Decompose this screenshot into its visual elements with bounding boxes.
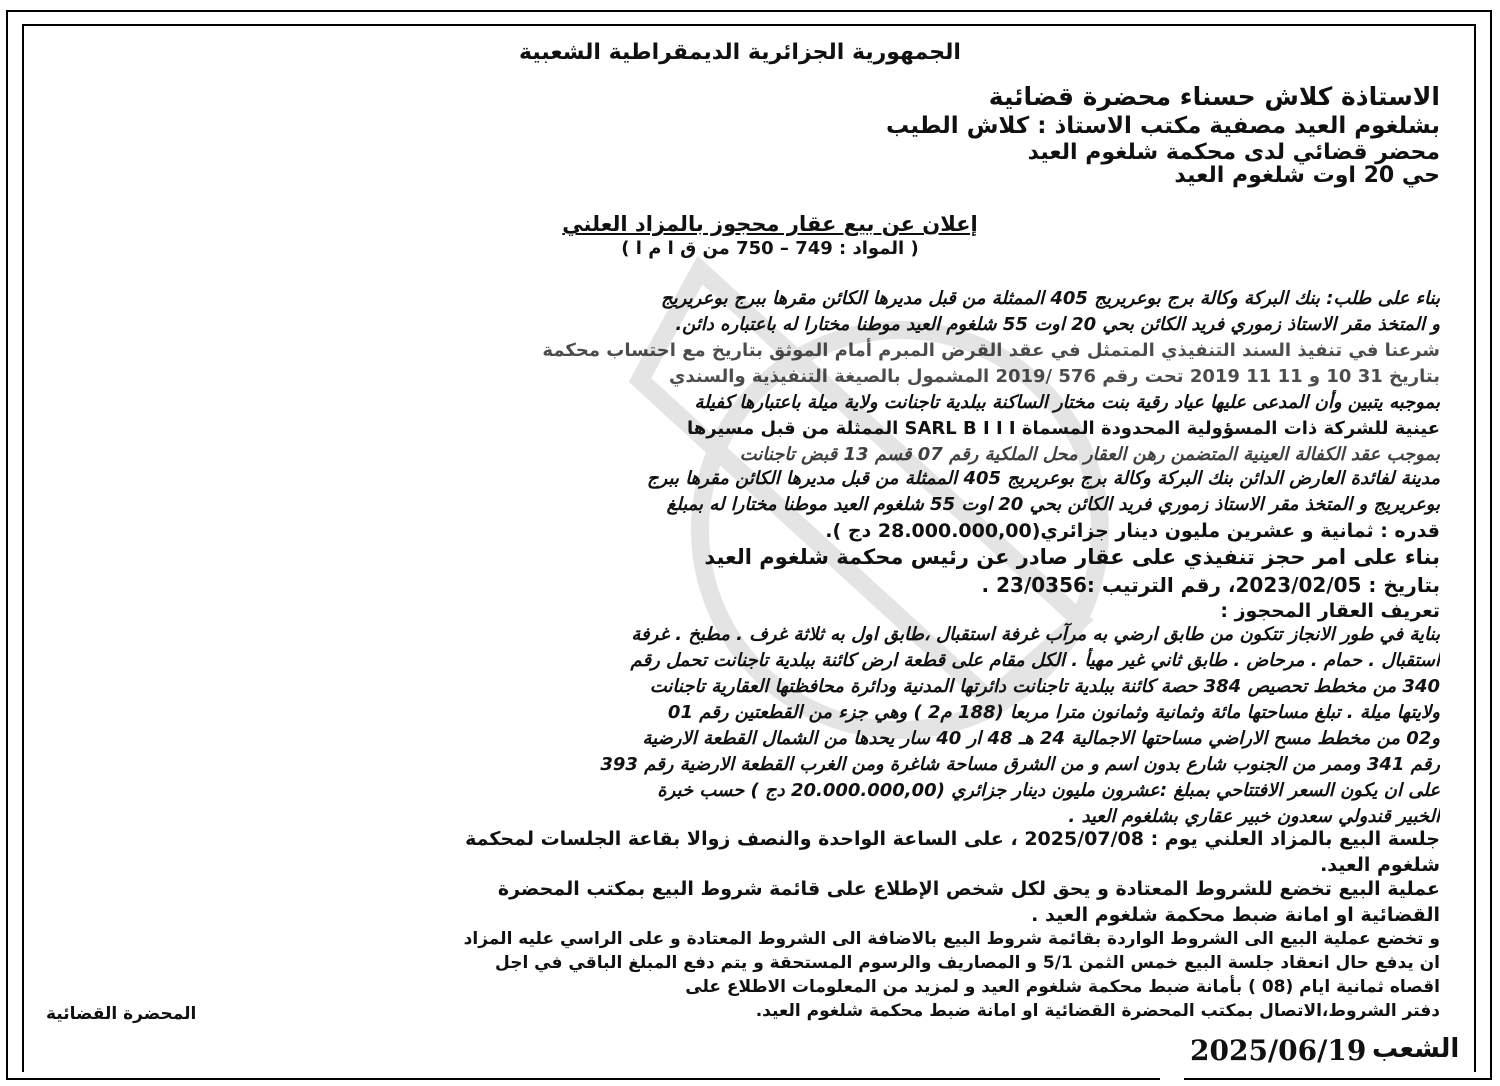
republic-header: الجمهورية الجزائرية الديمقراطية الشعبية bbox=[519, 40, 961, 65]
body-line: عينية للشركة ذات المسؤولية المحدودة المسماة SARL B I I I الممثلة من قبل مسيرها bbox=[687, 418, 1440, 439]
body-line: ان يدفع حال انعقاد جلسة البيع خمس الثمن 5/1 و المصاريف والرسوم المستحقة و يتم دفع المبلغ الباقي في اجل bbox=[495, 953, 1440, 973]
district: حي 20 اوت شلغوم العيد bbox=[1174, 163, 1440, 188]
body-line: القضائية او امانة ضبط محكمة شلغوم العيد . bbox=[1031, 904, 1440, 926]
body-line: 340 من مخطط تحصيص 384 حصة كائنة ببلدية تاجنانت دائرتها المدنية ودائرة محافظتها العقارية تاجنانت bbox=[649, 676, 1440, 697]
body-line: شلغوم العيد. bbox=[1320, 854, 1440, 876]
body-line: على ان يكون السعر الافتتاحي بمبلغ :عشرون مليون دينار جزائري (20.000.000,00 دج ) حسب خبرة bbox=[657, 780, 1440, 801]
court-name: محضر قضائي لدى محكمة شلغوم العيد bbox=[1027, 140, 1440, 165]
body-line: بناء على امر حجز تنفيذي على عقار صادر عن رئيس محكمة شلغوم العيد bbox=[704, 545, 1440, 569]
body-line: بناء على طلب: بنك البركة وكالة برج بوعريريج 405 الممثلة من قبل مديرها الكائن مقرها ببرج بوعريريج bbox=[661, 288, 1440, 309]
body-line: بموجب عقد الكفالة العينية المتضمن رهن العقار محل الملكية رقم 07 قسم 13 قبض تاجنانت bbox=[739, 444, 1440, 465]
body-line: قدره : ثمانية و عشرين مليون دينار جزائري(28.000.000,00 دج ). bbox=[825, 520, 1440, 542]
body-line: بناية في طور الانجاز تتكون من طابق ارضي به مرآب غرفة استقبال ،طابق اول به ثلاثة غرف . مطبخ . غرفة bbox=[631, 624, 1440, 645]
body-line: و المتخذ مقر الاستاذ زموري فريد الكائن بحي 20 اوت 55 شلغوم العيد موطنا مختارا له باعتباره دائن. bbox=[675, 314, 1440, 335]
body-line: ولايتها ميلة . تبلغ مساحتها مائة وثمانية وثمانون مترا مربعا (188 م2 ) وهي جزء من القطعتين رقم 01 bbox=[667, 702, 1440, 723]
body-line: عملية البيع تخضع للشروط المعتادة و يحق لكل شخص الإطلاع على قائمة شروط البيع بمكتب المحضرة bbox=[497, 878, 1440, 900]
body-line: بتاريخ : 2023/02/05، رقم الترتيب :23/0356 . bbox=[981, 573, 1440, 597]
body-line: و02 من مخطط مسح الاراضي مساحتها الاجمالية 24 هـ 48 ار 40 سار يحدها من الشمال القطعة الارضية bbox=[642, 728, 1440, 749]
signature: المحضرة القضائية bbox=[46, 1004, 197, 1024]
body-line: استقبال . حمام . مرحاض . طابق ثاني غير مهيأ . الكل مقام على قطعة ارض كائنة ببلدية تاجنانت تحمل رقم bbox=[630, 650, 1440, 671]
announcement-title: إعلان عن بيع عقار محجوز بالمزاد العلني bbox=[562, 212, 978, 236]
body-line: جلسة البيع بالمزاد العلني يوم : 2025/07/08 ، على الساعة الواحدة والنصف زوالا بقاعة الجلسات لمحكمة bbox=[465, 828, 1440, 850]
legal-articles: ( المواد : 749 – 750 من ق ا م ا ) bbox=[621, 238, 919, 259]
body-line: الخبير قندولي سعدون خبير عقاري بشلغوم العيد . bbox=[1068, 806, 1440, 827]
body-line: بتاريخ 31 10 و 11 11 2019 تحت رقم 576 /2019 المشمول بالصيغة التنفيذية والسندي bbox=[668, 366, 1440, 387]
publication-date: 2025/06/19 bbox=[1190, 1034, 1367, 1067]
body-line: بوعريريج و المتخذ مقر الاستاذ زموري فريد الكائن بحي 20 اوت 55 شلغوم العيد موطنا مختارا له بمبلغ bbox=[666, 494, 1440, 515]
body-line: رقم 341 وممر من الجنوب شارع بدون اسم و من الشرق مساحة شاغرة ومن الغرب القطعة الارضية رقم 393 bbox=[600, 754, 1440, 775]
body-line: شرعنا في تنفيذ السند التنفيذي المتمثل في عقد القرض المبرم أمام الموثق بتاريخ مع احتساب محكمة bbox=[542, 340, 1440, 361]
body-line: بموجبه يتبين وأن المدعى عليها عياد رقية بنت مختار الساكنة ببلدية تاجنانت ولاية ميلة باعتبارها كفيلة bbox=[694, 392, 1440, 413]
office-name: الاستاذة كلاش حسناء محضرة قضائية bbox=[988, 82, 1440, 111]
border-gap bbox=[1160, 1030, 1184, 1086]
office-address: بشلغوم العيد مصفية مكتب الاستاذ : كلاش الطيب bbox=[886, 113, 1440, 139]
body-line: و تخضع عملية البيع الى الشروط الواردة بقائمة شروط البيع بالاضافة الى الشروط المعتادة و على الراسي عليه المزاد bbox=[463, 929, 1440, 949]
body-line: دفتر الشروط،الاتصال بمكتب المحضرة القضائية او امانة ضبط محكمة شلغوم العيد. bbox=[755, 1001, 1440, 1021]
body-line: تعريف العقار المحجوز : bbox=[1220, 600, 1440, 622]
newspaper-name: الشعب bbox=[1372, 1034, 1460, 1064]
body-line: اقصاه ثمانية ايام (08 ) بأمانة ضبط محكمة شلغوم العيد و لمزيد من المعلومات الاطلاع على bbox=[685, 977, 1440, 997]
body-line: مدينة لفائدة العارض الدائن بنك البركة وكالة برج بوعريريج 405 الممثلة من قبل مديرها الكائن مقرها ببرج bbox=[646, 468, 1440, 489]
